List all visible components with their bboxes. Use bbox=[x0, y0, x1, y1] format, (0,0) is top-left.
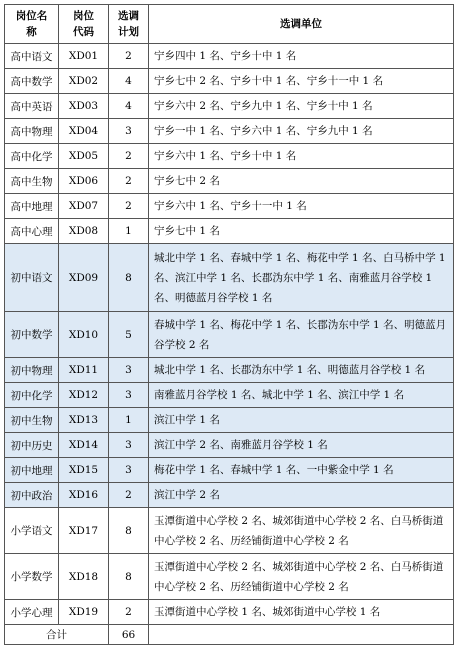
position-code-cell: XD16 bbox=[59, 483, 109, 508]
position-code-cell: XD11 bbox=[59, 358, 109, 383]
table-row bbox=[5, 408, 454, 433]
table-row bbox=[5, 169, 454, 194]
plan-cell: 5 bbox=[109, 312, 149, 358]
position-name-cell: 高中物理 bbox=[5, 119, 59, 144]
table-row bbox=[5, 119, 454, 144]
plan-cell: 2 bbox=[109, 169, 149, 194]
header-position-name: 岗位名称 bbox=[5, 5, 59, 44]
header-position-code: 岗位代码 bbox=[59, 5, 109, 44]
page bbox=[4, 4, 453, 645]
plan-cell: 3 bbox=[109, 433, 149, 458]
position-name-cell: 高中语文 bbox=[5, 44, 59, 69]
total-row bbox=[5, 625, 454, 645]
table-row bbox=[5, 358, 454, 383]
position-code-cell: XD07 bbox=[59, 194, 109, 219]
position-code-cell: XD12 bbox=[59, 383, 109, 408]
plan-cell: 4 bbox=[109, 69, 149, 94]
units-cell: 宁乡七中 1 名 bbox=[149, 219, 454, 244]
plan-cell: 3 bbox=[109, 458, 149, 483]
units-cell: 宁乡七中 2 名、宁乡十中 1 名、宁乡十一中 1 名 bbox=[149, 69, 454, 94]
units-cell: 玉潭街道中心学校 1 名、城郊街道中心学校 1 名 bbox=[149, 600, 454, 625]
position-name-cell: 高中英语 bbox=[5, 94, 59, 119]
header-units: 选调单位 bbox=[149, 5, 454, 44]
position-name-cell: 小学数学 bbox=[5, 554, 59, 600]
selection-plan-table bbox=[4, 4, 454, 645]
position-name-cell: 小学语文 bbox=[5, 508, 59, 554]
position-code-cell: XD04 bbox=[59, 119, 109, 144]
units-cell: 宁乡七中 2 名 bbox=[149, 169, 454, 194]
position-name-cell: 高中地理 bbox=[5, 194, 59, 219]
units-cell: 宁乡六中 1 名、宁乡十一中 1 名 bbox=[149, 194, 454, 219]
units-cell: 城北中学 1 名、长郡沩东中学 1 名、明德蓝月谷学校 1 名 bbox=[149, 358, 454, 383]
position-name-cell: 初中生物 bbox=[5, 408, 59, 433]
position-name-cell: 小学心理 bbox=[5, 600, 59, 625]
plan-cell: 8 bbox=[109, 554, 149, 600]
plan-cell: 8 bbox=[109, 244, 149, 312]
table-row bbox=[5, 433, 454, 458]
position-name-cell: 初中政治 bbox=[5, 483, 59, 508]
table-row bbox=[5, 600, 454, 625]
units-cell: 城北中学 1 名、春城中学 1 名、梅花中学 1 名、白马桥中学 1 名、滨江中学 1 名、长郡沩东中学 1 名、南雅蓝月谷学校 1 名、明德蓝月谷学校 1 名 bbox=[149, 244, 454, 312]
table-row bbox=[5, 383, 454, 408]
position-code-cell: XD06 bbox=[59, 169, 109, 194]
plan-cell: 2 bbox=[109, 483, 149, 508]
table-row bbox=[5, 219, 454, 244]
table-row bbox=[5, 69, 454, 94]
position-code-cell: XD02 bbox=[59, 69, 109, 94]
units-cell: 梅花中学 1 名、春城中学 1 名、一中紫金中学 1 名 bbox=[149, 458, 454, 483]
units-cell: 滨江中学 2 名 bbox=[149, 483, 454, 508]
position-code-cell: XD08 bbox=[59, 219, 109, 244]
units-cell: 玉潭街道中心学校 2 名、城郊街道中心学校 2 名、白马桥街道中心学校 2 名、历经铺街道中心学校 2 名 bbox=[149, 554, 454, 600]
table-row bbox=[5, 554, 454, 600]
table-row bbox=[5, 483, 454, 508]
table-row bbox=[5, 312, 454, 358]
position-code-cell: XD17 bbox=[59, 508, 109, 554]
position-name-cell: 高中心理 bbox=[5, 219, 59, 244]
position-name-cell: 初中物理 bbox=[5, 358, 59, 383]
position-code-cell: XD09 bbox=[59, 244, 109, 312]
position-name-cell: 高中生物 bbox=[5, 169, 59, 194]
position-name-cell: 高中化学 bbox=[5, 144, 59, 169]
position-code-cell: XD19 bbox=[59, 600, 109, 625]
plan-cell: 1 bbox=[109, 408, 149, 433]
plan-cell: 8 bbox=[109, 508, 149, 554]
units-cell: 宁乡六中 2 名、宁乡九中 1 名、宁乡十中 1 名 bbox=[149, 94, 454, 119]
position-name-cell: 初中化学 bbox=[5, 383, 59, 408]
plan-cell: 2 bbox=[109, 44, 149, 69]
position-name-cell: 初中语文 bbox=[5, 244, 59, 312]
plan-cell: 2 bbox=[109, 144, 149, 169]
plan-cell: 3 bbox=[109, 383, 149, 408]
table-row bbox=[5, 194, 454, 219]
plan-cell: 3 bbox=[109, 119, 149, 144]
plan-cell: 2 bbox=[109, 600, 149, 625]
table-row bbox=[5, 244, 454, 312]
position-code-cell: XD18 bbox=[59, 554, 109, 600]
position-name-cell: 初中历史 bbox=[5, 433, 59, 458]
position-name-cell: 高中数学 bbox=[5, 69, 59, 94]
position-code-cell: XD14 bbox=[59, 433, 109, 458]
units-cell: 宁乡四中 1 名、宁乡十中 1 名 bbox=[149, 44, 454, 69]
units-cell: 滨江中学 2 名、南雅蓝月谷学校 1 名 bbox=[149, 433, 454, 458]
units-cell: 玉潭街道中心学校 2 名、城郊街道中心学校 2 名、白马桥街道中心学校 2 名、历经铺街道中心学校 2 名 bbox=[149, 508, 454, 554]
position-code-cell: XD10 bbox=[59, 312, 109, 358]
position-code-cell: XD01 bbox=[59, 44, 109, 69]
table-header-row bbox=[5, 5, 454, 44]
total-label: 合计 bbox=[5, 625, 109, 645]
units-cell: 滨江中学 1 名 bbox=[149, 408, 454, 433]
units-cell: 宁乡六中 1 名、宁乡十中 1 名 bbox=[149, 144, 454, 169]
units-cell: 春城中学 1 名、梅花中学 1 名、长郡沩东中学 1 名、明德蓝月谷学校 2 名 bbox=[149, 312, 454, 358]
table-row bbox=[5, 508, 454, 554]
position-code-cell: XD13 bbox=[59, 408, 109, 433]
plan-cell: 3 bbox=[109, 358, 149, 383]
position-code-cell: XD03 bbox=[59, 94, 109, 119]
total-units-empty bbox=[149, 625, 454, 645]
plan-cell: 2 bbox=[109, 194, 149, 219]
total-plan: 66 bbox=[109, 625, 149, 645]
plan-cell: 4 bbox=[109, 94, 149, 119]
table-row bbox=[5, 144, 454, 169]
table-row bbox=[5, 94, 454, 119]
header-plan: 选调计划 bbox=[109, 5, 149, 44]
table-body bbox=[5, 44, 454, 625]
table-row bbox=[5, 458, 454, 483]
units-cell: 宁乡一中 1 名、宁乡六中 1 名、宁乡九中 1 名 bbox=[149, 119, 454, 144]
position-name-cell: 初中数学 bbox=[5, 312, 59, 358]
units-cell: 南雅蓝月谷学校 1 名、城北中学 1 名、滨江中学 1 名 bbox=[149, 383, 454, 408]
plan-cell: 1 bbox=[109, 219, 149, 244]
table-row bbox=[5, 44, 454, 69]
position-code-cell: XD15 bbox=[59, 458, 109, 483]
position-code-cell: XD05 bbox=[59, 144, 109, 169]
position-name-cell: 初中地理 bbox=[5, 458, 59, 483]
